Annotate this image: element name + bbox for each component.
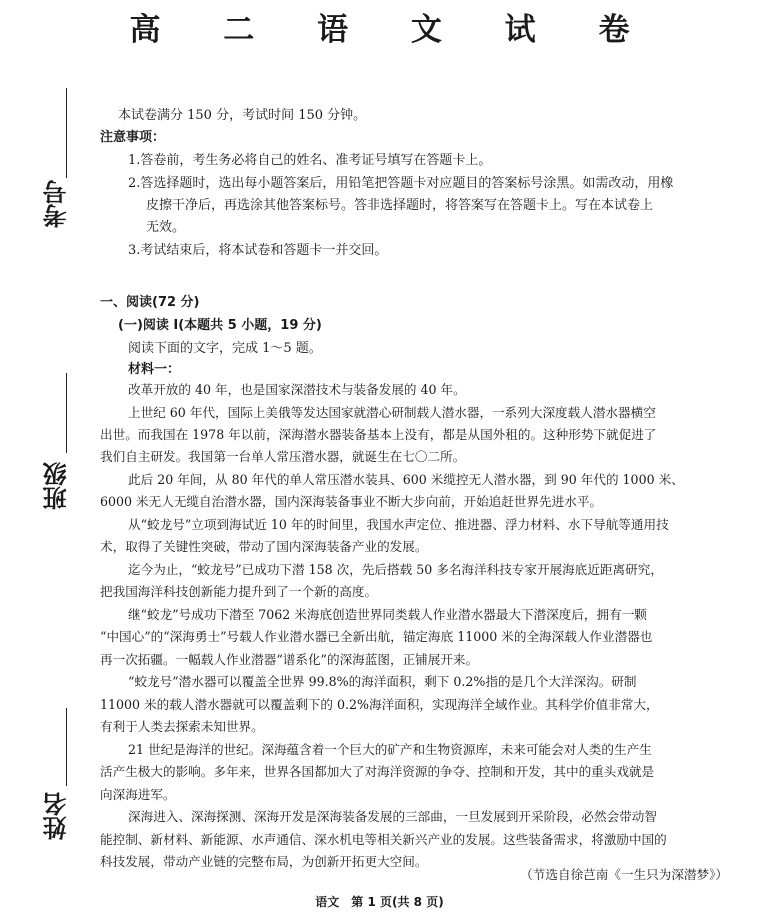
class-field[interactable] xyxy=(38,365,84,515)
notice-item: 1.答卷前，考生务必将自己的姓名、准考证号填写在答题卡上。 xyxy=(128,153,492,168)
notice-item: 无效。 xyxy=(146,220,186,235)
paragraph-line: 出世。而我国在 1978 年以前，深海潜水器装备基本上没有，都是从国外租的。这种形势下就促进了 xyxy=(100,427,657,442)
paragraph-line: 此后 20 年间，从 80 年代的单人常压潜水装具、600 米缆控无人潜水器，到 90 年代的 1000 米、 xyxy=(128,472,684,487)
paragraph-line: 我们自主研发。我国第一台单人常压潜水器，就诞生在七〇二所。 xyxy=(100,449,466,464)
paragraph-line: 把我国海洋科技创新能力提升到了一个新的高度。 xyxy=(100,584,378,599)
exam-title: 高 二 语 文 试 卷 xyxy=(129,12,656,48)
material-label: 材料一： xyxy=(128,362,181,377)
paragraph-line: 向深海进军。 xyxy=(100,787,176,802)
notice-item: 3.考试结束后，将本试卷和答题卡一并交回。 xyxy=(128,243,388,258)
class-label: 班级 xyxy=(43,462,71,510)
page-footer: 语文 第 1 页(共 8 页) xyxy=(315,895,444,909)
paragraph-line: “中国心”的“深海勇士”号载人作业潜水器已全新出航，锚定海底 11000 米的全海深载人作业潜器也 xyxy=(100,629,653,644)
exam-number-line xyxy=(66,88,67,178)
paragraph-line: 有利于人类去探索未知世界。 xyxy=(100,719,264,734)
exam-number-label: 考号 xyxy=(43,180,71,228)
name-line xyxy=(66,708,67,786)
paragraph-line: 再一次拓疆。一幅载人作业潜器“谱系化”的深海蓝图，正铺展开来。 xyxy=(100,652,479,667)
name-label: 姓名 xyxy=(43,792,71,840)
paragraph-line: 活产生极大的影响。多年来，世界各国都加大了对海洋资源的争夺、控制和开发，其中的重头戏就是 xyxy=(100,764,655,779)
paragraph-line: 改革开放的 40 年，也是国家深潜技术与装备发展的 40 年。 xyxy=(128,382,466,397)
candidate-info-sidebar xyxy=(38,80,84,910)
source-citation: （节选自徐芑南《一生只为深潜梦》） xyxy=(520,867,728,882)
name-field[interactable] xyxy=(38,700,84,850)
paragraph-line: 从“蛟龙号”立项到海试近 10 年的时间里，我国水声定位、推进器、浮力材料、水下导航等通用技 xyxy=(128,517,669,532)
intro-text: 本试卷满分 150 分，考试时间 150 分钟。 xyxy=(118,108,367,123)
paragraph-line: 科技发展，带动产业链的完整布局，为创新开拓更大空间。 xyxy=(100,854,428,869)
paragraph-line: 6000 米无人无缆自治潜水器，国内深海装备事业不断大步向前，开始追赶世界先进水平。 xyxy=(100,494,603,509)
notice-item: 2.答选择题时，选出每小题答案后，用铅笔把答题卡对应题目的答案标号涂黑。如需改动，用橡 xyxy=(128,176,674,191)
subsection-heading: (一)阅读 Ⅰ(本题共 5 小题，19 分) xyxy=(118,318,322,333)
paragraph-line: 继“蛟龙”号成功下潜至 7062 米海底创造世界同类载人作业潜水器最大下潜深度后，拥有一颗 xyxy=(128,607,647,622)
paragraph-line: 术，取得了关键性突破，带动了国内深海装备产业的发展。 xyxy=(100,539,428,554)
notice-heading: 注意事项： xyxy=(100,130,166,145)
section-heading: 一、阅读(72 分) xyxy=(100,295,200,310)
paragraph-line: “蛟龙号”潜水器可以覆盖全世界 99.8%的海洋面积，剩下 0.2%指的是几个大洋深沟。研制 xyxy=(128,674,637,689)
exam-number-field[interactable] xyxy=(38,80,84,230)
paragraph-line: 21 世纪是海洋的世纪。深海蕴含着一个巨大的矿产和生物资源库，未来可能会对人类的生产生 xyxy=(128,742,652,757)
paragraph-line: 深海进入、深海探测、深海开发是深海装备发展的三部曲，一旦发展到开采阶段，必然会带动智 xyxy=(128,809,657,824)
paragraph-line: 11000 米的载人潜水器就可以覆盖剩下的 0.2%海洋面积，实现海洋全域作业。其科学价值非常大， xyxy=(100,697,659,712)
paragraph-line: 迄今为止，“蛟龙号”已成功下潜 158 次，先后搭载 50 多名海洋科技专家开展海底近距离研究， xyxy=(128,562,663,577)
class-line xyxy=(66,373,67,453)
instruction-text: 阅读下面的文字，完成 1～5 题。 xyxy=(128,341,322,356)
paragraph-line: 能控制、新材料、新能源、水声通信、深水机电等相关新兴产业的发展。这些装备需求，将激励中国的 xyxy=(100,832,667,847)
paragraph-line: 上世纪 60 年代，国际上美俄等发达国家就潜心研制载人潜水器，一系列大深度载人潜水器横空 xyxy=(128,405,656,420)
notice-item: 皮擦干净后，再选涂其他答案标号。答非选择题时，将答案写在答题卡上。写在本试卷上 xyxy=(146,198,654,213)
